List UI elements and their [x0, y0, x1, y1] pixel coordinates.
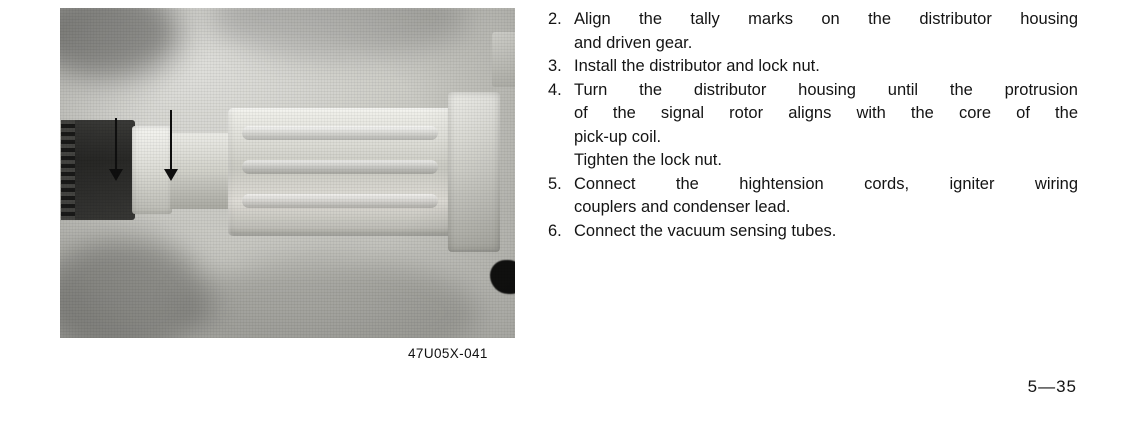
- arrow-right: [170, 110, 172, 170]
- step-text: [574, 220, 1078, 244]
- arrow-left: [115, 118, 117, 170]
- list-item: [548, 79, 1078, 173]
- step-line: Turn the distributor housing until the protrusion: [574, 80, 1078, 99]
- list-item: [548, 220, 1078, 244]
- housing-rib: [242, 194, 438, 208]
- step-line: Install the distributor and lock nut.: [574, 57, 820, 75]
- instruction-list: [548, 8, 1078, 243]
- distributor-endcap: [448, 92, 500, 252]
- photo-shading-top: [210, 8, 470, 58]
- step-number: 3.: [548, 57, 562, 75]
- photo-shading-top-left: [60, 8, 180, 78]
- distributor-housing: [228, 108, 453, 236]
- photo-shading-bottom-left: [60, 238, 210, 338]
- step-text: [574, 8, 1078, 55]
- distributor-shaft: [170, 133, 230, 209]
- photo-dark-spot: [490, 260, 515, 294]
- step-line: pick-up coil.: [574, 127, 662, 146]
- figure-caption: 47U05X-041: [408, 346, 488, 361]
- step-number: 6.: [548, 221, 562, 240]
- step-line: couplers and condenser lead.: [574, 198, 791, 216]
- figure-block: [60, 8, 520, 361]
- distributor-assembly-photo: [60, 8, 515, 338]
- step-number: 4.: [548, 80, 562, 99]
- housing-rib: [242, 160, 438, 174]
- step-line: and driven gear.: [574, 33, 693, 52]
- list-item: [548, 55, 1078, 79]
- page-number: 5—35: [1027, 377, 1077, 396]
- step-number: 2.: [548, 10, 562, 28]
- step-line: Align the tally marks on the distributor housing: [574, 10, 1078, 28]
- step-number: 5.: [548, 174, 562, 193]
- step-text: [574, 79, 1078, 173]
- list-item: [548, 173, 1078, 220]
- step-line: Tighten the lock nut.: [574, 151, 722, 169]
- distributor-endcap-upper: [492, 32, 515, 87]
- list-item: [548, 8, 1078, 55]
- step-text: [574, 173, 1078, 220]
- steps-ordered-list: [548, 8, 1078, 243]
- step-text: [574, 55, 1078, 79]
- driven-gear: [65, 120, 135, 220]
- step-line: of the signal rotor aligns with the core of the: [574, 104, 1078, 122]
- photo-shading-bottom: [180, 258, 480, 338]
- housing-rib: [242, 126, 438, 140]
- step-line: Connect the hightension cords, igniter wiring: [574, 174, 1078, 193]
- step-line: Connect the vacuum sensing tubes.: [574, 221, 837, 240]
